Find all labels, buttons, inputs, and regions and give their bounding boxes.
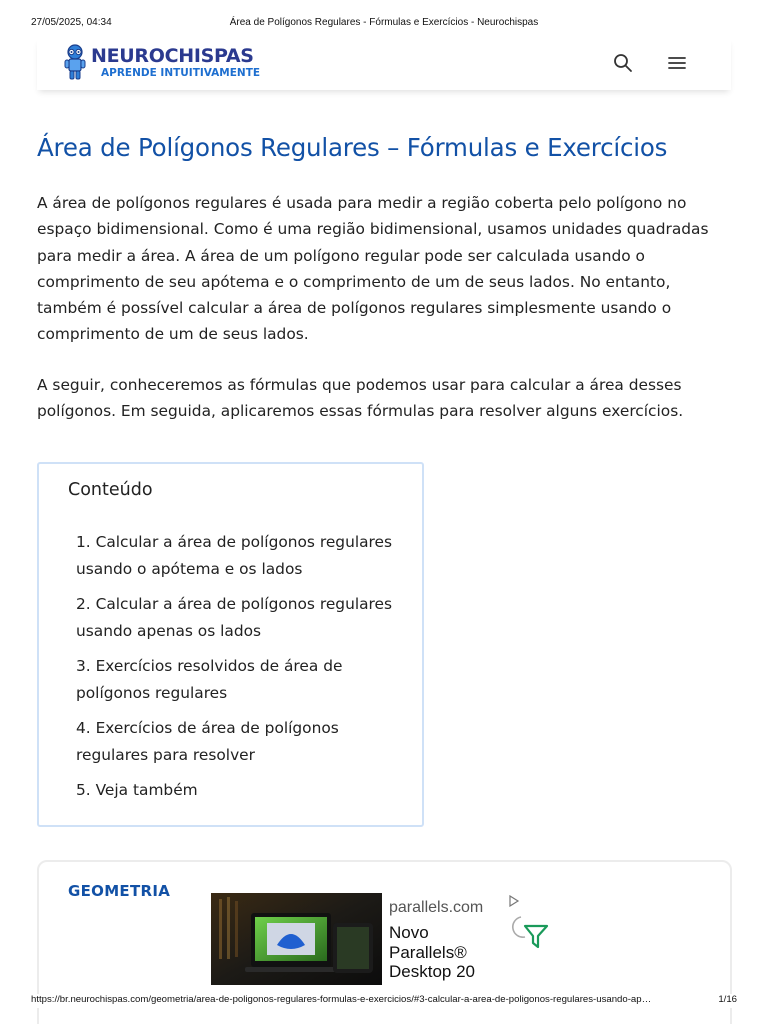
- ad-laptop-image: [211, 893, 382, 985]
- toc-list: [76, 529, 406, 813]
- page-number: 1/16: [718, 994, 737, 1005]
- site-logo[interactable]: [63, 42, 303, 84]
- toc-item-4[interactable]: 4. Exercícios de área de polígonos regulares para resolver: [76, 719, 339, 764]
- toc-item-5[interactable]: 5. Veja também: [76, 781, 198, 799]
- intro-paragraph-2: A seguir, conheceremos as fórmulas que podemos usar para calcular a área desses polígonos. Em seguida, aplicaremos essas fórmulas para resolver alguns exercícios.: [37, 376, 684, 421]
- print-date: 27/05/2025, 04:34: [31, 17, 112, 28]
- brand-name: NEUROCHISPAS: [91, 45, 254, 67]
- site-header: [37, 38, 731, 90]
- print-url: https://br.neurochispas.com/geometria/area-de-poligonos-regulares-formulas-e-exercicios/#3-calcular-a-area-de-poligonos-regulares-usando-ap…: [31, 994, 652, 1005]
- print-page-title: Área de Polígonos Regulares - Fórmulas e Exercícios - Neurochispas: [229, 17, 539, 28]
- intro-paragraph: A área de polígonos regulares é usada para medir a região coberta pelo polígono no espaço bidimensional. Como é uma região bidimensional, usamos unidades quadradas para medir a área. A área de um polígono regular pode ser calculada usando o comprimento de seu apótema e o comprimento de um de seus lados. No entanto, também é possível calcular a área de polígonos regulares simplesmente usando o comprimento de um de seus lados.: [37, 194, 709, 344]
- menu-icon[interactable]: [666, 52, 688, 74]
- category-link[interactable]: GEOMETRIA: [68, 882, 171, 900]
- advertisement[interactable]: [211, 893, 556, 985]
- brand-tagline: APRENDE INTUITIVAMENTE: [101, 67, 261, 79]
- print-footer: [0, 994, 768, 1008]
- toc-item-3[interactable]: 3. Exercícios resolvidos de área de polígonos regulares: [76, 657, 343, 702]
- print-header: [0, 17, 768, 31]
- toc-item-2[interactable]: 2. Calcular a área de polígonos regulares usando apenas os lados: [76, 595, 393, 640]
- adchoices-icon[interactable]: [508, 895, 520, 907]
- ad-domain: parallels.com: [389, 899, 484, 916]
- toc-item-1[interactable]: 1. Calcular a área de polígonos regulares usando o apótema e os lados: [76, 533, 393, 578]
- table-of-contents: [37, 462, 424, 827]
- article-title: Área de Polígonos Regulares – Fórmulas e Exercícios: [37, 133, 668, 162]
- cta-arrow-icon[interactable]: [511, 913, 551, 949]
- toc-title: Conteúdo: [68, 480, 153, 500]
- mascot-icon: [63, 44, 87, 80]
- search-icon[interactable]: [612, 52, 634, 74]
- ad-headline: Novo Parallels® Desktop 20: [389, 923, 475, 981]
